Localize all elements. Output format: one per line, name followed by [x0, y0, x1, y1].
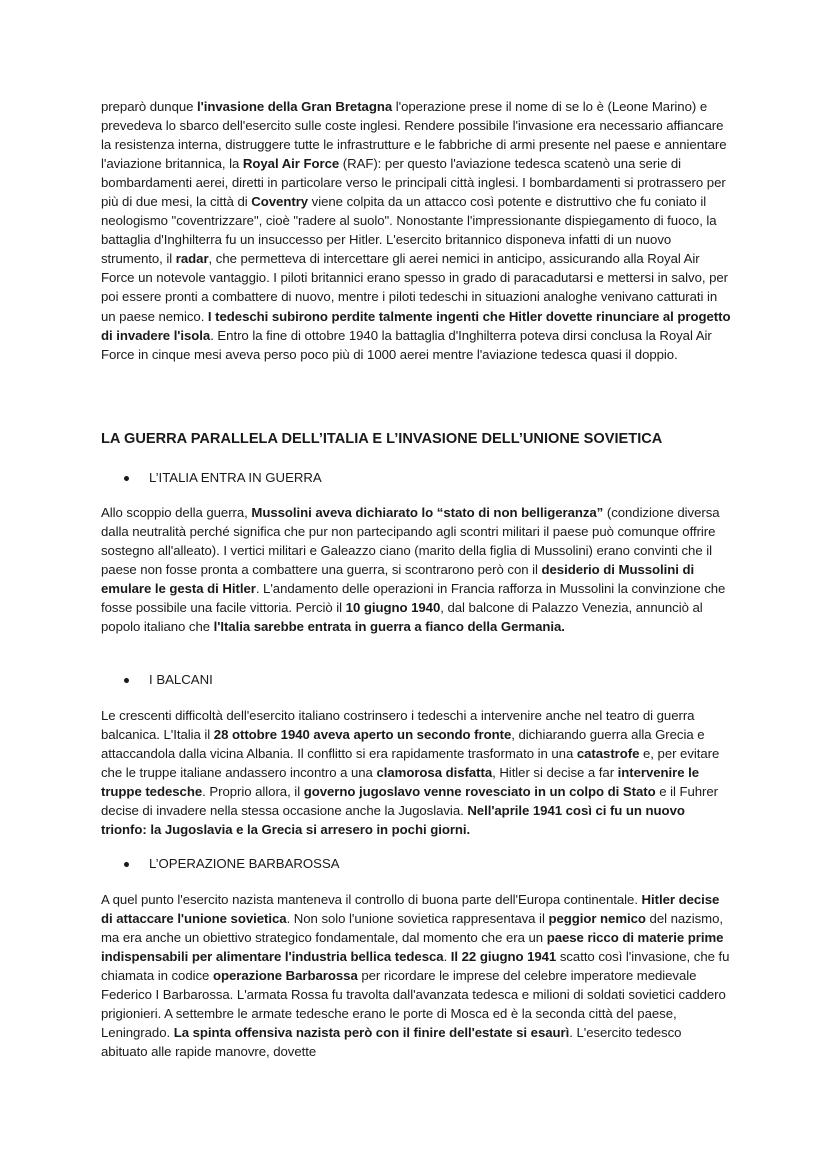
bold-run: clamorosa disfatta	[376, 765, 493, 781]
text-run: Le crescenti difficoltà dell'esercito italiano costrinsero i tedeschi a intervenire anche nel teatro di guerra balcanica. L'Italia il	[101, 708, 695, 743]
paragraph-balcani	[101, 706, 731, 839]
bold-run: l'invasione della Gran Bretagna	[197, 99, 393, 114]
text-run: viene colpita da un attacco così potente e distruttivo che fu coniato il neologismo "coventrizzare", cioè "radere al suolo". Nonostante l'impressionante dispiegamento di fuoco, la battaglia d'Inghilterra fu un insuccesso per Hitler. L'esercito britannico disponeva infatti di un nuovo strumento, il	[101, 194, 717, 267]
bullet-italia-entra-in-guerra	[124, 468, 322, 487]
text-run: (RAF): per questo l'aviazione tedesca scatenò una serie di bombardamenti aerei, diretti in particolare verso le principali città inglesi. I bombardamenti si protrassero per più di due mesi, la città di	[101, 156, 726, 210]
bold-run: 10 giugno 1940	[345, 600, 441, 616]
bullet-label: L’ITALIA ENTRA IN GUERRA	[149, 470, 322, 485]
bold-run: radar	[175, 251, 209, 267]
bold-run: Royal Air Force	[242, 156, 340, 172]
text-run: , dichiarando guerra alla Grecia e attaccandola dalla vicina Albania. Il conflitto si era rapidamente trasformato in una	[101, 727, 705, 762]
bold-run: Hitler decise di attaccare l'unione sovietica	[101, 892, 720, 927]
bullet-balcani	[124, 670, 213, 689]
text-run: . Entro la fine di ottobre 1940 la battaglia d'Inghilterra poteva dirsi conclusa la Royal Air Force in cinque mesi aveva perso poco più di 1000 aerei mentre l'aviazione tedesca quasi il doppio.	[101, 327, 712, 362]
intro-paragraph-block	[101, 97, 731, 364]
bold-run: governo jugoslavo venne rovesciato in un colpo di Stato	[303, 784, 656, 800]
bold-run: Mussolini aveva dichiarato lo “stato di non belligeranza”	[251, 505, 604, 520]
bold-run: intervenire le truppe tedesche	[101, 765, 700, 800]
bold-run: La spinta offensiva nazista però con il finire dell'estate si esaurì	[173, 1025, 570, 1041]
bold-run: Nell'aprile 1941 così ci fu un nuovo trionfo: la Jugoslavia e la Grecia si arresero in pochi giorni.	[101, 803, 685, 838]
bold-run: 28 ottobre 1940 aveva aperto un secondo fronte	[213, 727, 512, 743]
text-run: (condizione diversa dalla neutralità perché significa che pur non partecipando agli scontri militari il paese può comunque offrire sostegno all'alleato). I vertici militari e Galeazzo ciano (marito della figlia di Mussolini) erano convinti che il paese non fosse pronta a combattere una guerra, si scontrarono però con il	[101, 505, 720, 578]
text-run: . Non solo l'unione sovietica rappresentava il	[286, 911, 549, 927]
paragraph-invasione-gran-bretagna	[101, 97, 731, 364]
text-run: per ricordare le imprese del celebre imperatore medievale Federico I Barbarossa. L'armata Rossa fu travolta dall'avanzata tedesca e milioni di soldati sovietici caddero prigionieri. A settembre le armate tedesche erano le porte di Mosca ed è la seconda città del paese, Leningrado.	[101, 968, 726, 1041]
italia-paragraph-block	[101, 503, 731, 636]
balcani-paragraph-block	[101, 706, 731, 839]
bullet-operazione-barbarossa	[124, 854, 340, 873]
text-run: Allo scoppio della guerra,	[101, 505, 252, 520]
text-run: , dal balcone di Palazzo Venezia, annunciò al popolo italiano che	[101, 600, 703, 635]
text-run: e, per evitare che le truppe italiane andassero incontro a una	[101, 746, 720, 781]
barbarossa-paragraph-block	[101, 890, 731, 1061]
text-run: . L'esercito tedesco abituato alle rapide manovre, dovette	[101, 1025, 682, 1060]
bullet-label: L’OPERAZIONE BARBAROSSA	[149, 856, 340, 871]
bold-run: Il 22 giugno 1941	[450, 949, 557, 965]
bullet-dot-icon	[124, 862, 129, 867]
text-run: scatto così l'invasione, che fu chiamata in codice	[101, 949, 730, 984]
text-run: .	[443, 949, 451, 965]
bold-run: Coventry	[251, 194, 309, 210]
bold-run: l'Italia sarebbe entrata in guerra a fianco della Germania.	[213, 619, 565, 635]
bullet-dot-icon	[124, 476, 129, 481]
text-run: preparò dunque	[101, 99, 198, 114]
bold-run: catastrofe	[576, 746, 640, 762]
text-run: , Hitler si decise a far	[492, 765, 618, 781]
text-run: . L'andamento delle operazioni in Francia rafforza in Mussolini la convinzione che fosse possibile una facile vittoria. Perciò il	[101, 581, 726, 616]
text-run: . Proprio allora, il	[202, 784, 304, 800]
bold-run: desiderio di Mussolini di emulare le gesta di Hitler	[101, 562, 695, 597]
text-run: del nazismo, ma era anche un obiettivo strategico fondamentale, dal momento che era un	[101, 911, 723, 946]
text-run: A quel punto l'esercito nazista manteneva il controllo di buona parte dell'Europa continentale.	[101, 892, 642, 907]
bold-run: I tedeschi subirono perdite talmente ingenti che Hitler dovette rinunciare al progetto di invadere l'isola	[101, 308, 731, 343]
text-run: , che permetteva di intercettare gli aerei nemici in anticipo, assicurando alla Royal Air Force un notevole vantaggio. I piloti britannici erano spesso in grado di paracadutarsi e mettersi in salvo, per poi essere pronti a combattere di nuovo, mentre i piloti tedeschi in situazioni analoghe venivano catturati in un paese nemico.	[101, 251, 729, 324]
text-run: e il Fuhrer decise di invadere nella stessa occasione anche la Jugoslavia.	[101, 784, 719, 819]
bullet-dot-icon	[124, 678, 129, 683]
bold-run: operazione Barbarossa	[212, 968, 358, 984]
bold-run: peggior nemico	[548, 911, 646, 927]
paragraph-operazione-barbarossa	[101, 890, 731, 1061]
section-heading-block	[101, 429, 741, 449]
bullet-label: I BALCANI	[149, 672, 213, 687]
text-run: l'operazione prese il nome di se lo è (Leone Marino) e prevedeva lo sbarco dell'esercito sulle coste inglesi. Rendere possibile l'invasione era necessario affiancare la resistenza interna, distruggere tutte le infrastrutture e le fabbriche di armi presente nel paese e annientare l'aviazione britannica, la	[101, 99, 727, 172]
paragraph-italia-entra-in-guerra	[101, 503, 731, 636]
section-title: LA GUERRA PARALLELA DELL’ITALIA E L’INVASIONE DELL’UNIONE SOVIETICA	[101, 431, 663, 447]
bold-run: paese ricco di materie prime indispensabili per alimentare l'industria bellica tedesca	[101, 930, 724, 965]
